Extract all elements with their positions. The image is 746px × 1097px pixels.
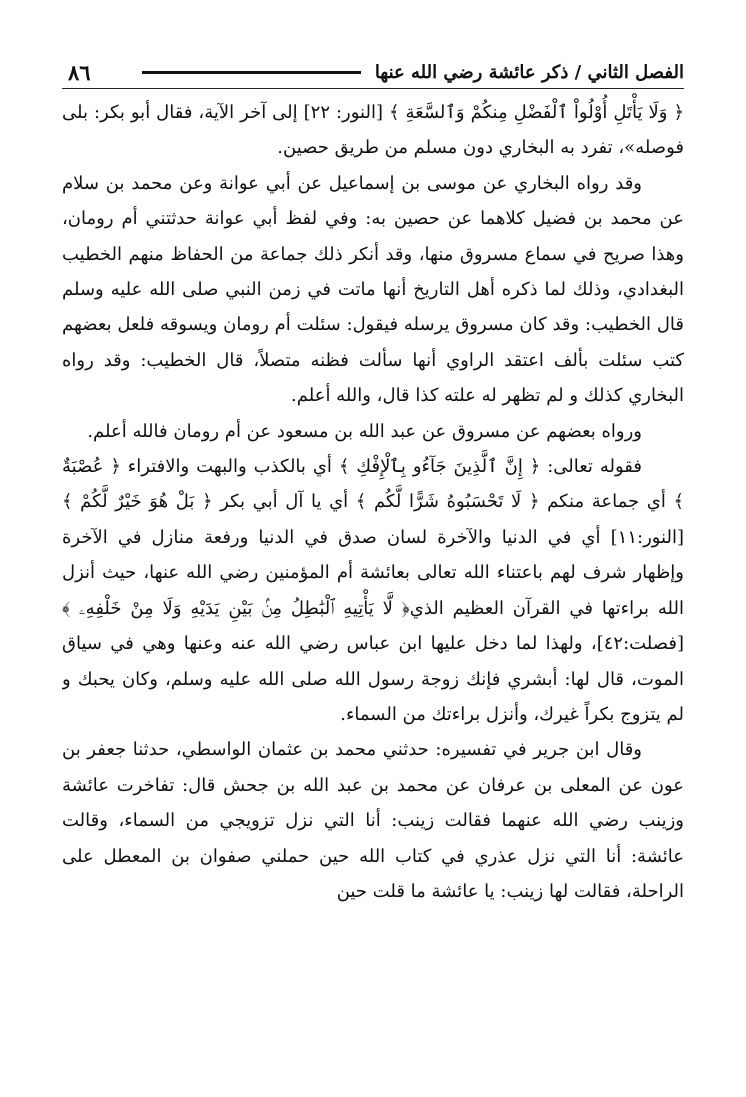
paragraph: وقال ابن جرير في تفسيره: حدثني محمد بن عثمان الواسطي، حدثنا جعفر بن عون عن المعلى بن عرفان عن محمد بن عبد الله بن جحش قال: تفاخرت عائشة وزينب رضي الله عنهما فقالت زينب: أنا التي نزل تزويجي من السماء، وقالت عائشة: أنا التي نزل عذري في كتاب الله حين حملني صفوان بن المعطل على الراحلة، فقالت لها زينب: يا عائشة ما قلت حين bbox=[62, 739, 684, 902]
chapter-title: الفصل الثاني / ذكر عائشة رضي الله عنها bbox=[374, 61, 684, 83]
page-number: ٨٦ bbox=[68, 59, 91, 85]
body-text bbox=[62, 95, 684, 909]
paragraph: ﴿ وَلَا يَأْتَلِ أُوْلُواْ ٱلْفَضْلِ مِنكُمْ وَٱلسَّعَةِ ﴾ [النور: ٢٢] إلى آخر الآية، فقال أبو بكر: بلى فوصله»، تفرد به البخاري دون مسلم من طريق حصين. bbox=[62, 102, 684, 159]
paragraph: وقد رواه البخاري عن موسى بن إسماعيل عن أبي عوانة وعن محمد بن سلام عن محمد بن فضيل كلاهما عن حصين به: وفي لفظ أبي عوانة حدثتني أم رومان، وهذا صريح في سماع مسروق منها، وقد أنكر ذلك جماعة من الحفاظ منهم الخطيب البغدادي، وذلك لما ذكره أهل التاريخ أنها ماتت في زمن النبي صلى الله عليه وسلم قال الخطيب: وقد كان مسروق يرسله فيقول: سئلت أم رومان ويسوقه فلعل بعضهم كتب سئلت بألف اعتقد الراوي أنها سألت فظنه متصلاً، قال الخطيب: وقد رواه البخاري كذلك و لم تظهر له علته كذا قال، والله أعلم. bbox=[62, 172, 684, 407]
running-header bbox=[62, 56, 684, 89]
book-page bbox=[62, 56, 684, 1076]
paragraph: ورواه بعضهم عن مسروق عن عبد الله بن مسعود عن أم رومان فالله أعلم. bbox=[87, 420, 642, 442]
paragraph: فقوله تعالى: ﴿ إِنَّ ٱلَّذِينَ جَآءُو بِٱلْإِفْكِ ﴾ أي بالكذب والبهت والافتراء ﴿ عُصْبَةٌ ﴾ أي جماعة منكم ﴿ لَا تَحْسَبُوهُ شَرًّا لَّكُم ﴾ أي يا آل أبي بكر ﴿ بَلْ هُوَ خَيْرٌ لَّكُمْ ﴾ [النور:١١] أي في الدنيا والآخرة لسان صدق في الدنيا ورفعة منازل في الآخرة وإظهار شرف لهم باعتناء الله تعالى بعائشة أم المؤمنين رضي الله عنها، حيث أنزل الله براءتها في القرآن العظيم الذي﴿ لَّا يَأْتِيهِ ٱلْبَٰطِلُ مِنۢ بَيْنِ يَدَيْهِ وَلَا مِنْ خَلْفِهِۦ ﴾ [فصلت:٤٢]، ولهذا لما دخل عليها ابن عباس رضي الله عنه وعنها وهي في سياق الموت، قال لها: أبشري فإنك زوجة رسول الله صلى الله عليه وسلم، وكان يحبك و لم يتزوج بكراً غيرك، وأنزل براءتك من السماء. bbox=[62, 456, 684, 725]
header-rule bbox=[142, 71, 361, 74]
